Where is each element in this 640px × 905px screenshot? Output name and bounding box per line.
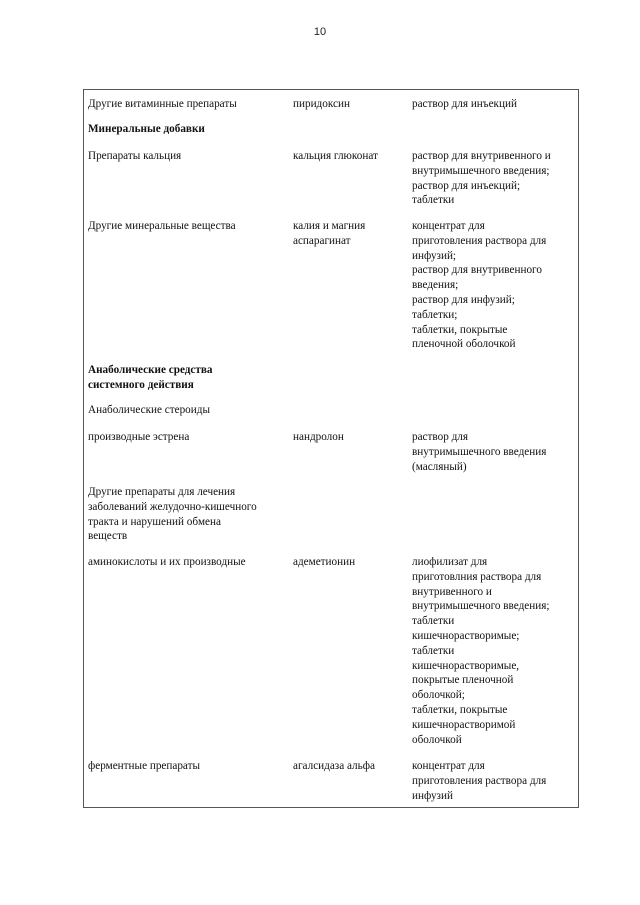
group-name: Другие препараты для лечения заболеваний желудочно-кишечного тракта и нарушений обмена веществ bbox=[88, 486, 257, 543]
drug-name: пиридоксин bbox=[293, 98, 350, 110]
group-name: Другие минеральные вещества bbox=[88, 220, 236, 232]
drug-name: нандролон bbox=[293, 431, 344, 443]
group-name: Препараты кальция bbox=[88, 150, 182, 162]
dosage-form: концентрат для приготовления раствора для инфузий bbox=[412, 760, 547, 802]
dosage-form: концентрат для приготовления раствора для инфузий; раствор для внутривенного введения; раствор для инфузий; таблетки; таблетки, покрытые пленочной оболочкой bbox=[412, 220, 547, 351]
group-name: аминокислоты и их производные bbox=[88, 556, 246, 568]
group-name: Другие витаминные препараты bbox=[88, 98, 237, 110]
page-number: 10 bbox=[313, 26, 327, 38]
drug-name: калия и магния аспарагинат bbox=[293, 220, 366, 247]
dosage-form: лиофилизат для приготовлния раствора для внутривенного и внутримышечного введения; таблетки кишечнорастворимые; таблетки кишечнорастворимые, покрытые пленочной оболочкой; таблетки, покрытые кишечнорастворимой оболочкой bbox=[412, 556, 550, 746]
section-heading: Анаболические средства системного действия bbox=[88, 364, 213, 391]
group-name: Анаболические стероиды bbox=[88, 404, 210, 416]
drug-name: кальция глюконат bbox=[293, 150, 378, 162]
drug-name: адеметионин bbox=[293, 556, 356, 568]
group-name: производные эстрена bbox=[88, 431, 190, 443]
dosage-form: раствор для инъекций bbox=[412, 98, 517, 110]
group-name: ферментные препараты bbox=[88, 760, 201, 772]
section-heading: Минеральные добавки bbox=[88, 123, 205, 135]
drug-table bbox=[83, 89, 579, 808]
drug-name: агалсидаза альфа bbox=[293, 760, 375, 772]
dosage-form: раствор для внутримышечного введения (масляный) bbox=[412, 431, 547, 473]
dosage-form: раствор для внутривенного и внутримышечного введения; раствор для инъекций; таблетки bbox=[412, 150, 551, 207]
